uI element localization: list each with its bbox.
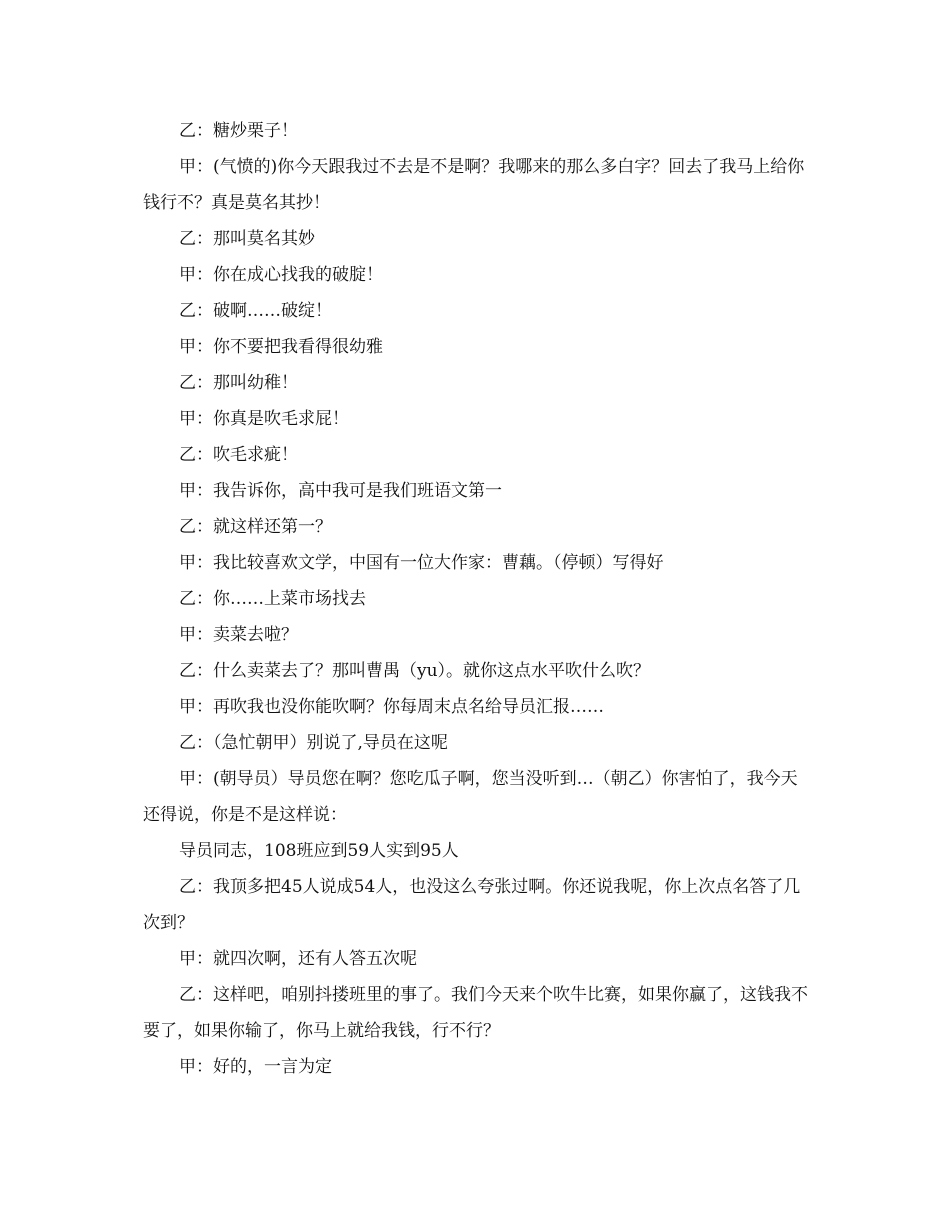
dialogue-line: 导员同志，108班应到59人实到95人 <box>179 841 459 861</box>
dialogue-line: 甲：你不要把我看得很幼雅 <box>179 337 383 357</box>
dialogue-body <box>143 113 813 1085</box>
dialogue-line: 乙：什么卖菜去了？那叫曹禺（yu）。就你这点水平吹什么吹？ <box>179 661 651 681</box>
dialogue-line: 乙：那叫莫名其妙 <box>179 229 315 249</box>
dialogue-line: 甲：就四次啊，还有人答五次呢 <box>179 949 417 969</box>
dialogue-line: 乙：这样吧，咱别抖搂班里的事了。我们今天来个吹牛比赛，如果你赢了，这钱我不要了，如果你输了，你马上就给我钱，行不行？ <box>143 985 808 1041</box>
dialogue-line: 乙：（急忙朝甲）别说了,导员在这呢 <box>179 733 448 753</box>
dialogue-line: 甲：(朝导员）导员您在啊？您吃瓜子啊，您当没听到…（朝乙）你害怕了，我今天还得说，你是不是这样说： <box>143 769 798 825</box>
dialogue-line: 甲：好的，一言为定 <box>179 1057 332 1077</box>
dialogue-line: 乙：破啊……破绽！ <box>179 301 332 321</box>
dialogue-line: 甲：卖菜去啦？ <box>179 625 298 645</box>
dialogue-line: 乙：那叫幼稚！ <box>179 373 298 393</box>
dialogue-line: 甲：再吹我也没你能吹啊？你每周末点名给导员汇报…… <box>179 697 604 717</box>
dialogue-line: 甲：你真是吹毛求屁！ <box>179 409 349 429</box>
dialogue-line: 乙：你……上菜市场找去 <box>179 589 366 609</box>
dialogue-line: 甲：你在成心找我的破腚！ <box>179 265 383 285</box>
dialogue-line: 甲：我比较喜欢文学，中国有一位大作家：曹藕。（停顿）写得好 <box>179 553 664 573</box>
dialogue-line: 甲：我告诉你，高中我可是我们班语文第一 <box>179 481 502 501</box>
dialogue-line: 乙：我顶多把45人说成54人，也没这么夸张过啊。你还说我呢，你上次点名答了几次到？ <box>143 877 801 933</box>
dialogue-line: 甲：(气愤的)你今天跟我过不去是不是啊？我哪来的那么多白字？回去了我马上给你钱行不？真是莫名其抄！ <box>143 157 805 213</box>
dialogue-line: 乙：吹毛求疵！ <box>179 445 298 465</box>
dialogue-line: 乙：糖炒栗子！ <box>179 121 298 141</box>
dialogue-line: 乙：就这样还第一？ <box>179 517 332 537</box>
